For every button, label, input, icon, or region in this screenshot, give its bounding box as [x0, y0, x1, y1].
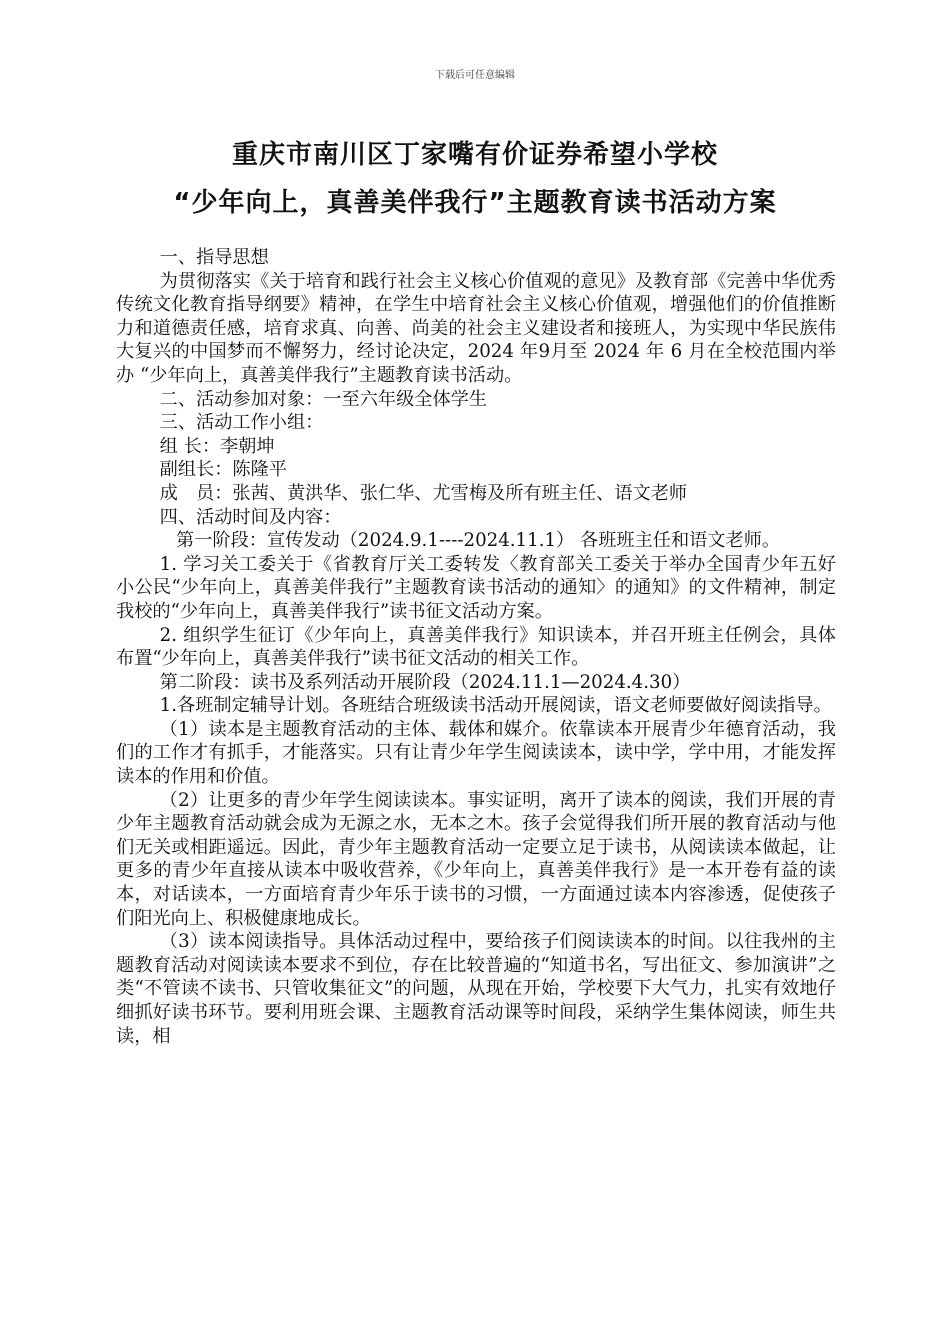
section-heading-work-group: 三、活动工作小组： — [159, 412, 324, 434]
section-heading-participants: 二、活动参加对象：一至六年级全体学生 — [159, 388, 488, 410]
document-body — [116, 246, 836, 1048]
stage-two-heading: 第二阶段：读书及系列活动开展阶段（2024.11.1—2024.4.30） — [159, 671, 691, 693]
section-heading-time-content: 四、活动时间及内容： — [159, 506, 342, 528]
stage-two-item-1: 1.各班制定辅导计划。各班结合班级读书活动开展阅读，语文老师要做好阅读指导。 — [159, 695, 832, 717]
header-note: 下载后可任意编辑 — [435, 70, 515, 81]
members-line: 成 员：张茜、黄洪华、张仁华、尤雪梅及所有班主任、语文老师 — [159, 482, 688, 504]
stage-two-subitem-3: （3）读本阅读指导。具体活动过程中，要给孩子们阅读读本的时间。以往我州的主题教育活动对阅读读本要求不到位，存在比较普遍的“知道书名，写出征文、参加演讲”之类“不管读不读书、只管收集征文”的问题，从现在开始，学校要下大气力，扎实有效地仔细抓好读书环节。要利用班会课、主题教育活动课等时间段，采纳学生集体阅读，师生共读，相 — [116, 931, 836, 1047]
section-heading-guiding-thought: 一、指导思想 — [159, 247, 269, 268]
document-title-line-2: “少年向上，真善美伴我行”主题教育读书活动方案 — [173, 188, 777, 218]
stage-one-item-2: 2. 组织学生征订《少年向上，真善美伴我行》知识读本，并召开班主任例会，具体布置“少年向上，真善美伴我行”读书征文活动的相关工作。 — [116, 624, 836, 670]
stage-one-item-1: 1. 学习关工委关于《省教育厅关工委转发〈教育部关工委关于举办全国青少年五好小公民“少年向上，真善美伴我行”主题教育读书活动的通知〉的通知》的文件精神，制定我校的“少年向上，真善美伴我行”读书征文活动方案。 — [116, 553, 836, 622]
stage-two-subitem-2: （2）让更多的青少年学生阅读读本。事实证明，离开了读本的阅读，我们开展的青少年主题教育活动就会成为无源之水，无本之木。孩子会觉得我们所开展的教育活动与他们无关或相距遥远。因此，青少年主题教育活动一定要立足于读书，从阅读读本做起，让更多的青少年直接从读本中吸收营养，《少年向上，真善美伴我行》是一本开卷有益的读本，对话读本，一方面培育青少年乐于读书的习惯，一方面通过读本内容渗透，促使孩子们阳光向上、积极健康地成长。 — [116, 789, 836, 929]
paragraph-guiding-thought: 为贯彻落实《关于培育和践行社会主义核心价值观的意见》及教育部《完善中华优秀传统文化教育指导纲要》精神，在学生中培育社会主义核心价值观，增强他们的价值推断力和道德责任感，培育求真、向善、尚美的社会主义建设者和接班人，为实现中华民族伟大复兴的中国梦而不懈努力，经讨论决定，2024 年9月至 2024 年 6 月在全校范围内举办 “少年向上，真善美伴我行”主题教育读书活动。 — [116, 270, 836, 386]
document-title-line-1: 重庆市南川区丁家嘴有价证券希望小学校 — [231, 140, 718, 170]
deputy-leader-line: 副组长：陈隆平 — [159, 459, 287, 481]
stage-two-subitem-1: （1）读本是主题教育活动的主体、载体和媒介。依靠读本开展青少年德育活动，我们的工作才有抓手，才能落实。只有让青少年学生阅读读本，读中学，学中用，才能发挥读本的作用和价值。 — [116, 718, 836, 788]
stage-one-heading: 第一阶段：宣传发动（2024.9.1----2024.11.1） 各班班主任和语文老师。 — [176, 530, 781, 552]
group-leader-line: 组 长：李朝坤 — [159, 435, 275, 457]
